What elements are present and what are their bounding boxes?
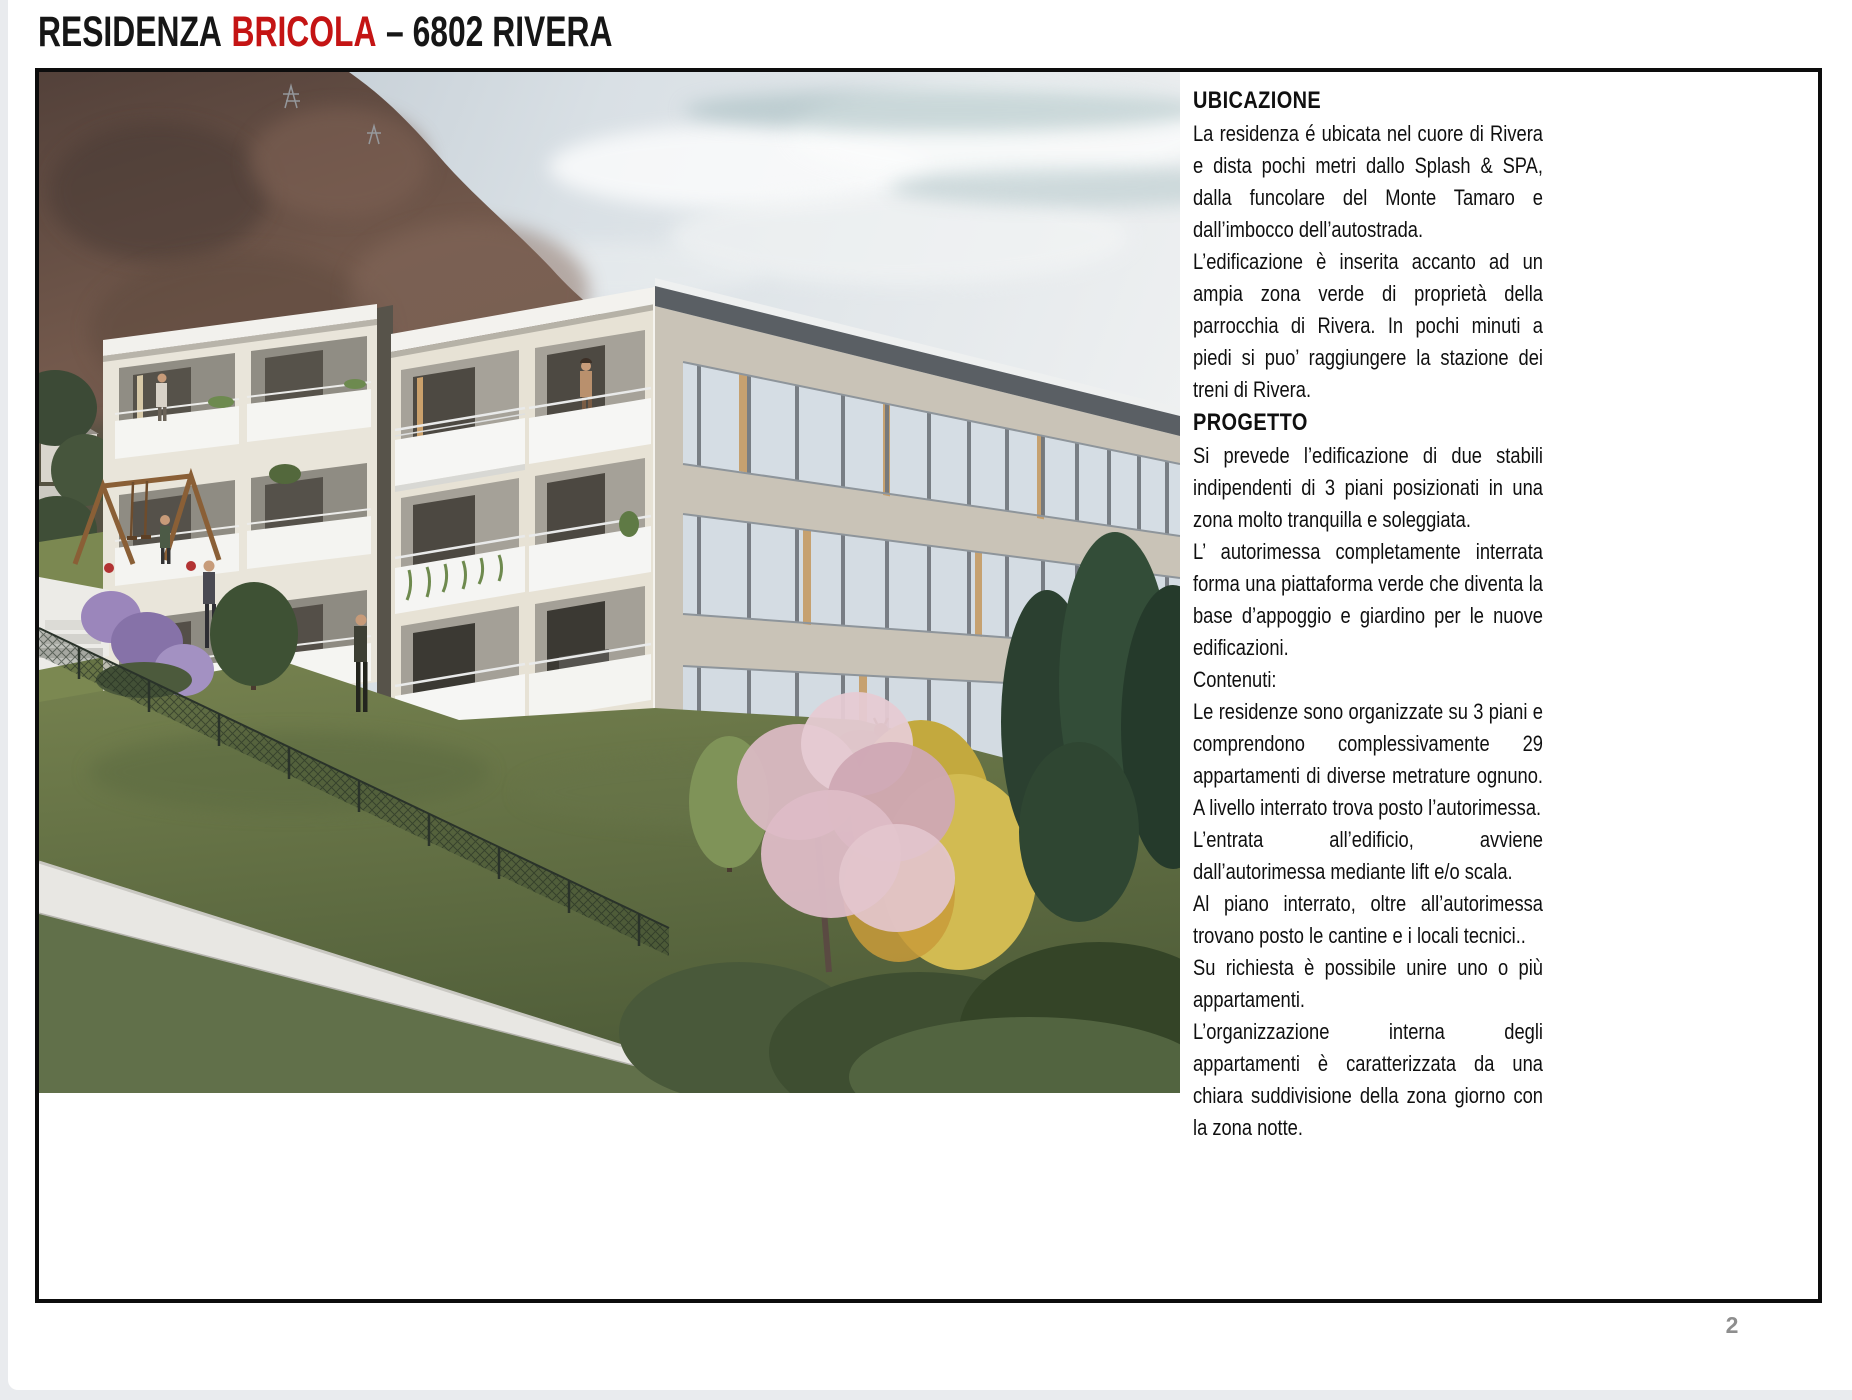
paragraph: La residenza é ubicata nel cuore di Rivera e dista pochi metri dallo Splash & SPA, dalla funcolare del Monte Tamaro e dall’imbocco dell’autostrada. [1193, 121, 1543, 242]
balcony-plant [269, 464, 301, 484]
title-residenza: RESIDENZA [38, 8, 222, 56]
playground-toy [104, 563, 114, 573]
paragraph: L’organizzazione interna degli appartamenti è caratterizzata da una chiara suddivisione della zona giorno con la zona notte. [1193, 1019, 1543, 1140]
document-title [38, 8, 612, 57]
balcony-plant [619, 511, 639, 537]
exterior-rendering [39, 72, 1180, 1093]
building-main-west [391, 287, 656, 784]
paragraph: Su richiesta è possibile unire uno o più appartamenti. [1193, 955, 1543, 1012]
playground-toy [186, 561, 196, 571]
exterior-rendering-svg [39, 72, 1180, 1093]
balcony-plant [344, 379, 366, 389]
paragraph: Si prevede l’edificazione di due stabili indipendenti di 3 piani posizionati in una zona molto tranquilla e soleggiata. [1193, 443, 1543, 532]
page-number: 2 [1725, 1312, 1739, 1338]
page [8, 0, 1852, 1390]
section-heading-ubicazione: UBICAZIONE [1193, 87, 1322, 114]
paragraph: L’entrata all’edificio, avviene dall’autorimessa mediante lift e/o scala. [1193, 827, 1543, 884]
title-location: – 6802 RIVERA [386, 8, 613, 56]
paragraph: Al piano interrato, oltre all’autorimessa trovano posto le cantine e i locali tecnici.. [1193, 891, 1543, 948]
title-bricola: BRICOLA [231, 8, 377, 56]
description-column [1193, 84, 1629, 1144]
paragraph: Le residenze sono organizzate su 3 piani e comprendono complessivamente 29 appartamenti di diverse metrature ognuno. A livello interrato trova posto l’autorimessa. [1193, 699, 1543, 820]
section-heading-progetto: PROGETTO [1193, 409, 1308, 436]
paragraph: L’ autorimessa completamente interrata forma una piattaforma verde che diventa la base d’appoggio e giardino per le nuove edificazioni. [1193, 539, 1543, 660]
paragraph: L’edificazione è inserita accanto ad un ampia zona verde di proprietà della parrocchia di Rivera. In pochi minuti a piedi si puo’ raggiungere la stazione dei treni di Rivera. [1193, 249, 1543, 402]
balcony-plant [208, 396, 234, 408]
section-heading-contenuti: Contenuti: [1193, 667, 1277, 692]
content-frame [35, 68, 1822, 1303]
